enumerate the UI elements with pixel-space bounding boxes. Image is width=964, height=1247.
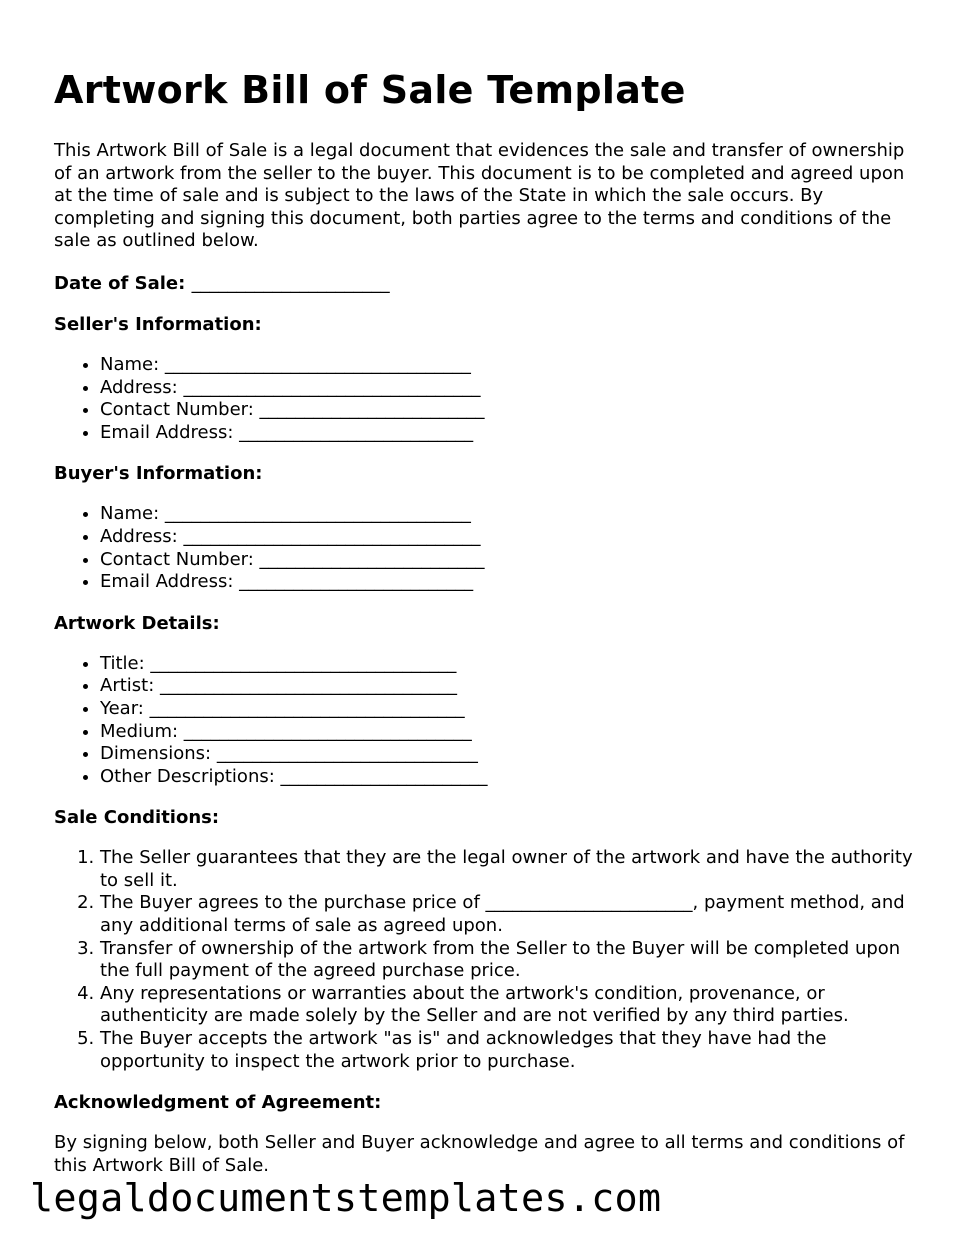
- buyer-list: [54, 503, 924, 593]
- condition-item: 4. Any representations or warranties about the artwork's condition, provenance, or authenticity are made solely by the Seller and are not verified by any third parties.: [100, 983, 924, 1028]
- acknowledgment-text: By signing below, both Seller and Buyer acknowledge and agree to all terms and conditions of this Artwork Bill of Sale.: [54, 1132, 905, 1176]
- artwork-title-field: • Title: __________________________________: [100, 653, 924, 676]
- seller-list: [54, 354, 924, 444]
- intro-paragraph: This Artwork Bill of Sale is a legal document that evidences the sale and transfer of ownership of an artwork from the seller to the buyer. This document is to be completed and agreed upon at the time of sale and is subject to the laws of the State in which the sale occurs. By completing and signing this document, both parties agree to the terms and conditions of the sale as outlined below.: [54, 140, 905, 252]
- condition-item: 2. The Buyer agrees to the purchase price of _______________________, payment method, and any additional terms of sale as agreed upon.: [100, 892, 924, 937]
- date-of-sale-blank: ______________________: [191, 272, 390, 294]
- condition-item: 3. Transfer of ownership of the artwork from the Seller to the Buyer will be completed upon the full payment of the agreed purchase price.: [100, 938, 924, 983]
- buyer-name-field: • Name: __________________________________: [100, 503, 924, 526]
- artwork-year-field: • Year: ___________________________________: [100, 698, 924, 721]
- artwork-other-field: • Other Descriptions: _______________________: [100, 766, 924, 789]
- document-page: [54, 64, 924, 1177]
- page-title: Artwork Bill of Sale Template: [54, 68, 686, 112]
- seller-name-field: • Name: __________________________________: [100, 354, 924, 377]
- artwork-artist-field: • Artist: _________________________________: [100, 675, 924, 698]
- condition-item: 1. The Seller guarantees that they are the legal owner of the artwork and have the authority to sell it.: [100, 847, 924, 892]
- date-of-sale-label: Date of Sale:: [54, 272, 186, 294]
- seller-contact-field: • Contact Number: _________________________: [100, 399, 924, 422]
- artwork-medium-field: • Medium: ________________________________: [100, 721, 924, 744]
- buyer-address-field: • Address: _________________________________: [100, 526, 924, 549]
- seller-address-field: • Address: _________________________________: [100, 377, 924, 400]
- conditions-heading: Sale Conditions:: [54, 807, 220, 829]
- date-of-sale: [54, 272, 924, 295]
- artwork-dimensions-field: • Dimensions: _____________________________: [100, 743, 924, 766]
- buyer-email-field: • Email Address: __________________________: [100, 571, 924, 594]
- seller-email-field: • Email Address: __________________________: [100, 422, 924, 445]
- conditions-list: [54, 847, 924, 1073]
- condition-item: 5. The Buyer accepts the artwork "as is" and acknowledges that they have had the opportunity to inspect the artwork prior to purchase.: [100, 1028, 924, 1073]
- artwork-heading: Artwork Details:: [54, 612, 220, 634]
- artwork-list: [54, 653, 924, 789]
- buyer-heading: Buyer's Information:: [54, 463, 263, 485]
- buyer-contact-field: • Contact Number: _________________________: [100, 549, 924, 572]
- seller-heading: Seller's Information:: [54, 313, 262, 335]
- acknowledgment-heading: Acknowledgment of Agreement:: [54, 1092, 382, 1114]
- watermark: legaldocumentstemplates.com: [30, 1176, 662, 1221]
